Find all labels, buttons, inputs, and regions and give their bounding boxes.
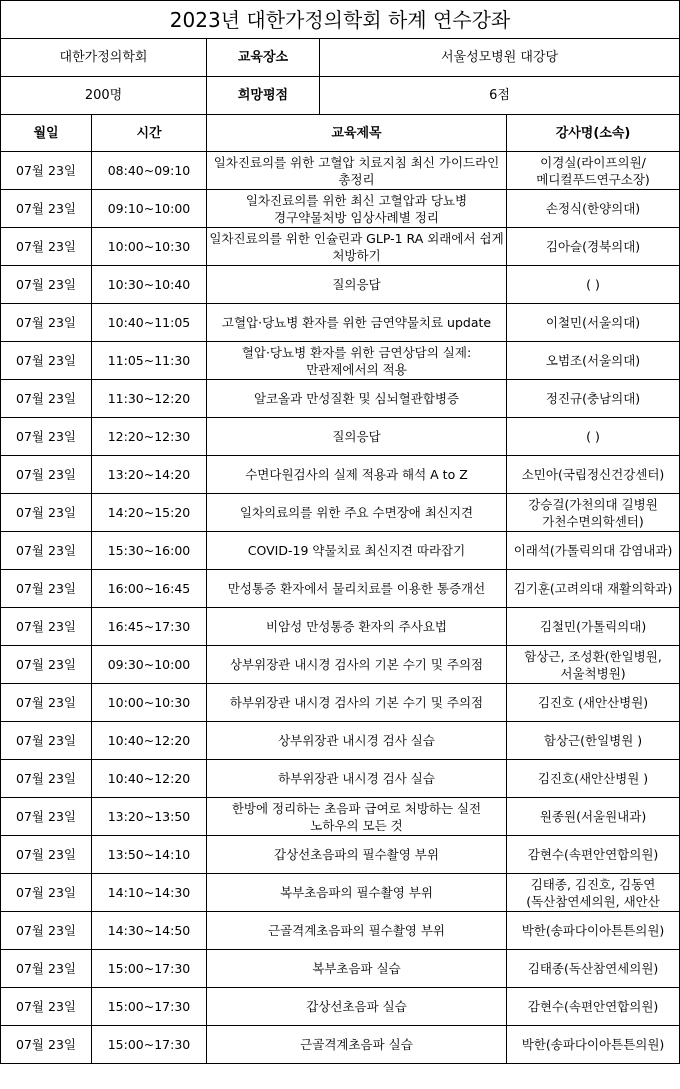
row-subject [207,190,507,228]
row-subject-text: 비암성 만성통증 환자의 주사요법 [266,619,447,634]
row-subject [207,266,507,304]
venue-value: 서울성모병원 대강당 [320,39,680,77]
row-time-text: 16:45~17:30 [107,619,191,634]
row-instructor [507,342,680,380]
row-date-text: 07월 23일 [16,315,76,330]
row-date-text: 07월 23일 [16,885,76,900]
row-instructor [507,380,680,418]
row-time-text: 10:40~12:20 [107,771,191,786]
row-time-text: 12:20~12:30 [107,429,191,444]
row-instructor [507,988,680,1026]
row-time [92,798,207,836]
row-time-text: 10:00~10:30 [107,239,191,254]
row-date-text: 07월 23일 [16,543,76,558]
row-date-text: 07월 23일 [16,277,76,292]
row-time-text: 15:30~16:00 [107,543,191,558]
row-date [1,722,92,760]
row-time-text: 10:30~10:40 [107,277,191,292]
row-subject-text: 갑상선초음파의 필수촬영 부위 [274,847,439,862]
row-time [92,570,207,608]
row-instructor-text: 감현수(속편안연합의원) [527,999,659,1014]
row-subject-text: 일차진료의를 위한 고혈압 치료지침 최신 가이드라인 총정리 [213,154,500,187]
header-subject: 교육제목 [207,115,507,152]
row-instructor-text: 이래석(가톨릭의대 감염내과) [513,543,673,558]
table-row [1,266,680,304]
row-subject-text: 수면다원검사의 실제 적용과 해석 A to Z [245,467,468,482]
points-label: 희망평점 [207,77,320,115]
row-instructor [507,950,680,988]
row-subject [207,760,507,798]
row-time [92,950,207,988]
row-subject [207,342,507,380]
row-date [1,418,92,456]
row-subject-text: COVID-19 약물치료 최신지견 따라잡기 [247,543,466,558]
row-time [92,456,207,494]
row-instructor-text: 이경실(라이프의원/메디컬푸드연구소장) [536,154,650,187]
table-row [1,228,680,266]
row-instructor [507,836,680,874]
row-time-text: 13:20~14:20 [107,467,191,482]
row-time [92,532,207,570]
row-subject-text: 만성통증 환자에서 물리치료를 이용한 통증개선 [227,581,486,596]
row-date [1,342,92,380]
row-instructor [507,532,680,570]
row-instructor-text: 함상근, 조성환(한일병원, 서울척병원) [524,648,662,681]
row-subject [207,988,507,1026]
row-date-text: 07월 23일 [16,239,76,254]
row-subject-text: 근골격계초음파의 필수촬영 부위 [268,923,445,938]
row-subject [207,532,507,570]
row-instructor-text: 김기훈(고려의대 재활의학과) [513,581,673,596]
row-date-text: 07월 23일 [16,353,76,368]
row-date [1,380,92,418]
row-instructor-text: 함상근(한일병원 ) [543,733,643,748]
row-date [1,266,92,304]
row-time [92,1026,207,1064]
row-instructor-text: 소민아(국립정신건강센터) [521,467,665,482]
row-time-text: 10:00~10:30 [107,695,191,710]
row-date [1,646,92,684]
row-time [92,684,207,722]
row-date [1,494,92,532]
row-time [92,380,207,418]
row-instructor-text: 이철민(서울의대) [545,315,641,330]
row-time-text: 14:30~14:50 [107,923,191,938]
row-time [92,190,207,228]
row-date-text: 07월 23일 [16,733,76,748]
row-subject-text: 고혈압·당뇨병 환자를 위한 금연약물치료 update [221,315,492,330]
capacity-value: 200명 [1,77,207,115]
row-subject-text: 하부위장관 내시경 검사의 기본 수기 및 주의점 [229,695,484,710]
row-time-text: 08:40~09:10 [107,163,191,178]
row-subject [207,950,507,988]
row-time-text: 10:40~11:05 [107,315,191,330]
row-subject [207,570,507,608]
row-date-text: 07월 23일 [16,999,76,1014]
table-row [1,912,680,950]
row-date [1,1026,92,1064]
row-time-text: 10:40~12:20 [107,733,191,748]
table-row [1,494,680,532]
row-date-text: 07월 23일 [16,163,76,178]
row-date [1,152,92,190]
row-date [1,950,92,988]
table-row [1,532,680,570]
row-time-text: 15:00~17:30 [107,1037,191,1052]
row-date-text: 07월 23일 [16,429,76,444]
row-subject-text: 갑상선초음파 실습 [306,999,407,1014]
row-subject [207,646,507,684]
row-time [92,912,207,950]
venue-label: 교육장소 [207,39,320,77]
row-instructor [507,418,680,456]
row-date-text: 07월 23일 [16,847,76,862]
row-instructor [507,646,680,684]
row-date [1,798,92,836]
row-date-text: 07월 23일 [16,1037,76,1052]
row-instructor-text: ( ) [586,429,600,444]
row-instructor [507,912,680,950]
table-row [1,760,680,798]
row-subject [207,722,507,760]
row-instructor-text: 강승걸(가천의대 길병원 가천수면의학센터) [528,496,658,529]
row-date-text: 07월 23일 [16,695,76,710]
row-subject-text: 상부위장관 내시경 검사 실습 [278,733,435,748]
table-row [1,456,680,494]
row-instructor-text: ( ) [586,277,600,292]
row-subject [207,418,507,456]
row-instructor-text: 손정식(한양의대) [545,201,641,216]
table-row [1,1026,680,1064]
table-row [1,418,680,456]
row-date [1,988,92,1026]
row-time [92,722,207,760]
row-date-text: 07월 23일 [16,201,76,216]
row-date [1,912,92,950]
row-instructor-text: 김태종(독산참연세의원) [527,961,659,976]
row-time-text: 09:30~10:00 [107,657,191,672]
row-instructor [507,798,680,836]
row-date [1,304,92,342]
row-subject [207,874,507,912]
table-row [1,304,680,342]
row-date [1,190,92,228]
row-instructor-text: 김철민(가톨릭의대) [539,619,647,634]
row-instructor [507,760,680,798]
row-time [92,304,207,342]
row-subject-text: 질의응답 [332,277,381,292]
row-time [92,266,207,304]
row-instructor [507,722,680,760]
row-date-text: 07월 23일 [16,809,76,824]
row-subject [207,494,507,532]
table-row [1,570,680,608]
table-row [1,190,680,228]
row-instructor-text: 박한(송파다이아튼튼의원) [521,1037,665,1052]
table-row [1,380,680,418]
row-time [92,228,207,266]
row-instructor [507,608,680,646]
row-subject-text: 복부초음파의 필수촬영 부위 [280,885,433,900]
row-instructor [507,152,680,190]
row-date-text: 07월 23일 [16,923,76,938]
row-subject-text: 일차진료의를 위한 최신 고혈압과 당뇨병 경구약물처방 임상사례별 정리 [245,192,468,225]
row-time [92,874,207,912]
row-instructor-text: 김진호(새안산병원 ) [537,771,649,786]
points-value: 6점 [320,77,680,115]
row-subject [207,380,507,418]
row-instructor [507,228,680,266]
row-instructor-text: 감현수(속편안연합의원) [527,847,659,862]
row-subject-text: 일차의료의를 위한 주요 수면장애 최신지견 [239,505,474,520]
row-instructor [507,494,680,532]
row-subject-text: 일차진료의를 위한 인슐린과 GLP-1 RA 외래에서 쉽게 처방하기 [209,230,504,263]
table-row [1,684,680,722]
row-date-text: 07월 23일 [16,505,76,520]
row-time-text: 11:05~11:30 [107,353,191,368]
row-time [92,988,207,1026]
row-instructor [507,266,680,304]
row-instructor-text: 김진호 (새안산병원) [537,695,649,710]
row-subject [207,456,507,494]
row-date [1,608,92,646]
row-time-text: 13:20~13:50 [107,809,191,824]
row-subject [207,304,507,342]
row-instructor-text: 오범조(서울의대) [545,353,641,368]
row-date [1,760,92,798]
row-time [92,418,207,456]
header-date: 월일 [1,115,92,152]
row-subject-text: 근골격계초음파 실습 [300,1037,413,1052]
row-instructor [507,570,680,608]
page-title: 2023년 대한가정의학회 하계 연수강좌 [1,1,680,39]
table-row [1,608,680,646]
row-instructor-text: 박한(송파다이아튼튼의원) [521,923,665,938]
row-time [92,494,207,532]
table-row [1,988,680,1026]
row-instructor-text: 원종원(서울원내과) [539,809,647,824]
row-time [92,608,207,646]
row-instructor [507,1026,680,1064]
row-subject [207,684,507,722]
row-date [1,532,92,570]
row-date-text: 07월 23일 [16,771,76,786]
row-time-text: 11:30~12:20 [107,391,191,406]
row-subject-text: 질의응답 [332,429,381,444]
row-instructor [507,190,680,228]
row-time-text: 13:50~14:10 [107,847,191,862]
row-time-text: 15:00~17:30 [107,999,191,1014]
row-date [1,836,92,874]
row-date-text: 07월 23일 [16,581,76,596]
row-subject [207,152,507,190]
row-date-text: 07월 23일 [16,619,76,634]
table-row [1,722,680,760]
row-subject [207,608,507,646]
row-date [1,228,92,266]
row-instructor [507,456,680,494]
row-instructor-text: 정진규(충남의대) [545,391,641,406]
row-date [1,874,92,912]
row-date [1,684,92,722]
row-subject [207,1026,507,1064]
row-date [1,570,92,608]
row-subject-text: 하부위장관 내시경 검사 실습 [278,771,435,786]
row-subject-text: 상부위장관 내시경 검사의 기본 수기 및 주의점 [229,657,484,672]
row-date-text: 07월 23일 [16,467,76,482]
row-subject [207,798,507,836]
table-row [1,950,680,988]
row-time [92,646,207,684]
row-date-text: 07월 23일 [16,391,76,406]
table-row [1,342,680,380]
table-row [1,152,680,190]
table-row [1,874,680,912]
row-time-text: 14:20~15:20 [107,505,191,520]
row-instructor [507,684,680,722]
table-row [1,646,680,684]
table-row [1,798,680,836]
row-subject [207,912,507,950]
row-time-text: 15:00~17:30 [107,961,191,976]
row-subject-text: 한방에 정리하는 초음파 급여로 처방하는 실전 노하우의 모든 것 [231,800,482,833]
row-time [92,760,207,798]
organizer-value: 대한가정의학회 [1,39,207,77]
row-time-text: 16:00~16:45 [107,581,191,596]
row-instructor [507,304,680,342]
header-instructor: 강사명(소속) [507,115,680,152]
row-date-text: 07월 23일 [16,657,76,672]
row-time-text: 14:10~14:30 [107,885,191,900]
row-subject-text: 알코올과 만성질환 및 심뇌혈관합병증 [253,391,460,406]
row-time [92,152,207,190]
row-time-text: 09:10~10:00 [107,201,191,216]
row-date-text: 07월 23일 [16,961,76,976]
header-time: 시간 [92,115,207,152]
row-instructor-text: 김아슬(경북의대) [545,239,641,254]
row-date [1,456,92,494]
row-instructor [507,874,680,912]
row-instructor-text: 김태종, 김진호, 김동연(독산참연세의원, 새안산 [526,876,660,909]
row-time [92,836,207,874]
row-subject [207,228,507,266]
row-subject-text: 혈압·당뇨병 환자를 위한 금연상담의 실제: 만관제에서의 적용 [241,344,472,377]
row-subject [207,836,507,874]
table-row [1,836,680,874]
row-time [92,342,207,380]
row-subject-text: 복부초음파 실습 [312,961,401,976]
